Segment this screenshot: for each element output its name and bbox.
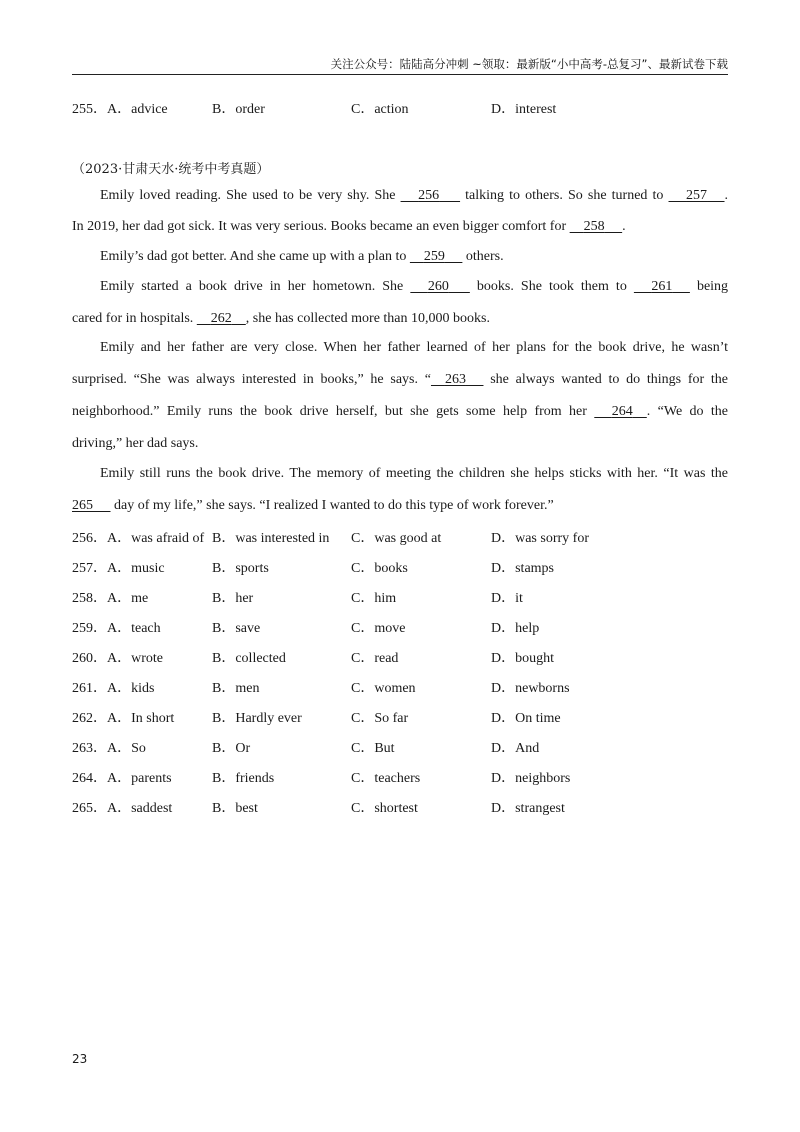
option-b: B．was interested in [212, 531, 330, 546]
header-text: 关注公众号：陆陆高分冲刺 ~领取：最新版“小中高考-总复习”、最新试卷下载 [330, 57, 728, 71]
option-c: C．books [351, 561, 408, 576]
option-d: D．On time [491, 711, 561, 726]
question-257-options [72, 557, 732, 577]
passage-line-8: neighborhood.” Emily runs the book drive herself, but she gets some help from her 264 . “We do the [72, 404, 729, 419]
option-a: 263．A．So [72, 741, 146, 756]
question-260-options [72, 647, 732, 667]
option-c: C．teachers [351, 771, 421, 786]
option-c: C．women [351, 681, 416, 696]
passage-line-7: surprised. “She was always interested in books,” he says. “ 263 she always wanted to do things for the [72, 372, 729, 387]
option-d: D．it [491, 591, 523, 606]
option-a: 258．A．me [72, 591, 149, 606]
passage-line-11: 265 day of my life,” she says. “I realized I wanted to do this type of work forever.” [72, 498, 554, 513]
blank-256: 256 [418, 188, 440, 203]
option-a: 256．A．was afraid of [72, 531, 205, 546]
option-c: C．him [351, 591, 397, 606]
blank-260: 260 [427, 279, 449, 294]
page-header [72, 56, 728, 75]
question-265-options [72, 797, 732, 817]
option-b: B．sports [212, 561, 269, 576]
passage-line-6: Emily and her father are very close. When her father learned of her plans for the book drive, he wasn’t [100, 340, 728, 355]
blank-257: 257 [686, 188, 708, 203]
question-259-options [72, 617, 732, 637]
question-263-options [72, 737, 732, 757]
question-264-options [72, 767, 732, 787]
option-b: B．Hardly ever [212, 711, 302, 726]
blank-262: 262 [210, 311, 232, 326]
option-a: 262．A．In short [72, 711, 175, 726]
question-258-options [72, 587, 732, 607]
option-b: B．men [212, 681, 260, 696]
option-d: D．help [491, 621, 540, 636]
option-a: 257．A．music [72, 561, 165, 576]
option-c: C．But [351, 741, 395, 756]
option-b: B．best [212, 801, 258, 816]
option-d: D．neighbors [491, 771, 571, 786]
option-d: D．strangest [491, 801, 565, 816]
option-b: B．friends [212, 771, 275, 786]
question-262-options [72, 707, 732, 727]
option-b: B．her [212, 591, 254, 606]
option-d: D．stamps [491, 561, 554, 576]
q255-option-d: D．interest [491, 102, 557, 117]
option-b: B．save [212, 621, 261, 636]
option-c: C．read [351, 651, 399, 666]
q255-option-b: B．order [212, 102, 265, 117]
option-a: 261．A．kids [72, 681, 155, 696]
passage-line-3: Emily’s dad got better. And she came up with a plan to 259 others. [100, 249, 504, 264]
option-c: C．shortest [351, 801, 418, 816]
option-d: D．newborns [491, 681, 570, 696]
question-256-options [72, 527, 732, 547]
q255-option-a: 255．A．advice [72, 102, 168, 117]
blank-264: 264 [611, 404, 633, 419]
q255-option-c: C．action [351, 102, 409, 117]
page-number: 23 [72, 1052, 88, 1066]
option-a: 260．A．wrote [72, 651, 163, 666]
blank-261: 261 [651, 279, 673, 294]
option-c: C．was good at [351, 531, 442, 546]
option-d: D．bought [491, 651, 554, 666]
option-b: B．Or [212, 741, 251, 756]
passage-line-4: Emily started a book drive in her hometown. She 260 books. She took them to 261 being [100, 279, 729, 294]
blank-259: 259 [423, 249, 445, 264]
option-b: B．collected [212, 651, 286, 666]
option-a: 259．A．teach [72, 621, 161, 636]
option-c: C．move [351, 621, 406, 636]
question-261-options [72, 677, 732, 697]
passage-line-5: cared for in hospitals. 262 , she has collected more than 10,000 books. [72, 311, 490, 326]
blank-265: 265 [72, 498, 93, 513]
option-d: D．was sorry for [491, 531, 589, 546]
blank-263: 263 [444, 372, 466, 387]
question-255-options [72, 98, 732, 118]
exam-source: （2023·甘肃天水·统考中考真题） [72, 162, 270, 177]
passage-line-2: In 2019, her dad got sick. It was very serious. Books became an even bigger comfort for 258 . [72, 219, 626, 234]
blank-258: 258 [583, 219, 605, 234]
passage-line-9: driving,” her dad says. [72, 436, 199, 451]
passage-line-10: Emily still runs the book drive. The memory of meeting the children she helps sticks with her. “It was the [100, 466, 728, 481]
option-a: 264．A．parents [72, 771, 172, 786]
option-c: C．So far [351, 711, 409, 726]
option-d: D．And [491, 741, 540, 756]
option-a: 265．A．saddest [72, 801, 173, 816]
passage-line-1: Emily loved reading. She used to be very shy. She 256 talking to others. So she turned to 257 . [100, 188, 729, 203]
